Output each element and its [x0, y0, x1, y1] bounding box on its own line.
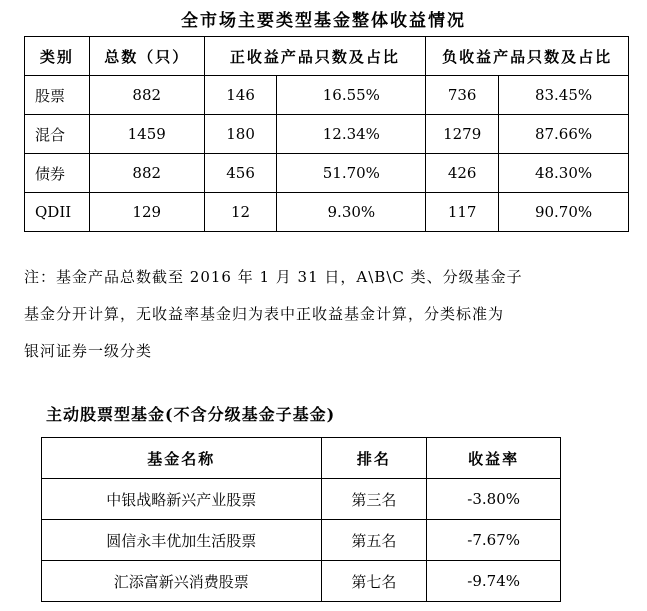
header-category: 类别 — [25, 37, 90, 76]
cell-pos-count: 180 — [204, 115, 277, 154]
cell-neg-count: 426 — [426, 154, 499, 193]
cell-neg-pct: 90.70% — [499, 193, 629, 232]
header-fund-name: 基金名称 — [42, 438, 322, 479]
cell-total: 882 — [89, 76, 204, 115]
cell-total: 1459 — [89, 115, 204, 154]
header-rank: 排名 — [321, 438, 427, 479]
cell-category: 债券 — [25, 154, 90, 193]
cell-fund-name: 中银战略新兴产业股票 — [42, 479, 322, 520]
table1-title: 全市场主要类型基金整体收益情况 — [181, 11, 466, 31]
table-row — [42, 479, 561, 520]
header-positive: 正收益产品只数及占比 — [204, 37, 426, 76]
header-negative: 负收益产品只数及占比 — [426, 37, 629, 76]
table-row — [25, 193, 629, 232]
table-row — [25, 154, 629, 193]
fund-ranking-table — [41, 437, 561, 602]
cell-return: -7.67% — [427, 520, 561, 561]
cell-neg-pct: 83.45% — [499, 76, 629, 115]
cell-neg-pct: 48.30% — [499, 154, 629, 193]
cell-total: 882 — [89, 154, 204, 193]
cell-neg-count: 117 — [426, 193, 499, 232]
header-return: 收益率 — [427, 438, 561, 479]
cell-return: -9.74% — [427, 561, 561, 602]
cell-return: -3.80% — [427, 479, 561, 520]
table-header-row — [25, 37, 629, 76]
table-row — [25, 76, 629, 115]
table-row — [42, 561, 561, 602]
table-footnote — [24, 259, 629, 370]
footnote-line: 银河证券一级分类 — [24, 342, 153, 360]
cell-fund-name: 圆信永丰优加生活股票 — [42, 520, 322, 561]
cell-pos-pct: 12.34% — [277, 115, 426, 154]
table-row — [25, 115, 629, 154]
cell-pos-count: 146 — [204, 76, 277, 115]
cell-fund-name: 汇添富新兴消费股票 — [42, 561, 322, 602]
cell-category: QDII — [25, 193, 90, 232]
footnote-line: 基金分开计算，无收益率基金归为表中正收益基金计算，分类标准为 — [24, 305, 505, 323]
cell-pos-count: 12 — [204, 193, 277, 232]
cell-total: 129 — [89, 193, 204, 232]
fund-return-summary-table — [24, 36, 629, 232]
table2-title: 主动股票型基金(不含分级基金子基金) — [46, 405, 336, 424]
cell-rank: 第五名 — [321, 520, 427, 561]
cell-pos-pct: 51.70% — [277, 154, 426, 193]
table-header-row — [42, 438, 561, 479]
footnote-line: 注：基金产品总数截至 2016 年 1 月 31 日，A\B\C 类、分级基金子 — [24, 268, 523, 286]
cell-rank: 第三名 — [321, 479, 427, 520]
cell-category: 混合 — [25, 115, 90, 154]
cell-category: 股票 — [25, 76, 90, 115]
cell-rank: 第七名 — [321, 561, 427, 602]
cell-neg-pct: 87.66% — [499, 115, 629, 154]
cell-pos-count: 456 — [204, 154, 277, 193]
table-row — [42, 520, 561, 561]
header-total: 总数（只） — [89, 37, 204, 76]
cell-pos-pct: 16.55% — [277, 76, 426, 115]
cell-neg-count: 1279 — [426, 115, 499, 154]
cell-pos-pct: 9.30% — [277, 193, 426, 232]
cell-neg-count: 736 — [426, 76, 499, 115]
